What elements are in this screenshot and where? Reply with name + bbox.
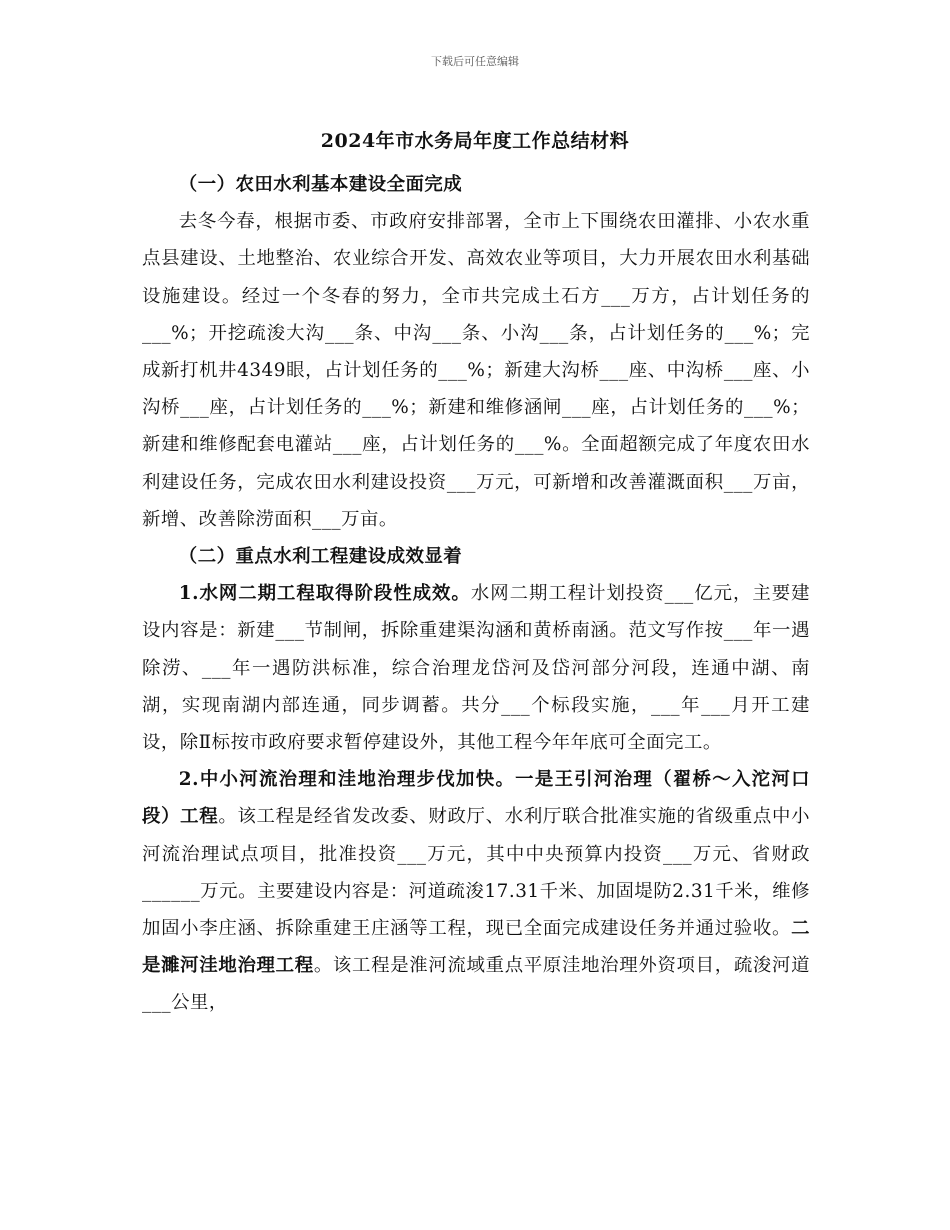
item2-lead: 2.中小河流治理和洼地治理步伐加快。 [178,769,516,791]
item1-lead: 1.水网二期工程取得阶段性成效。 [178,583,471,605]
item1-text: 水网二期工程计划投资___亿元，主要建设内容是：新建___节制闸，拆除重建渠沟涵和黄桥南涵。范文写作按___年一遇除涝、___年一遇防洪标准，综合治理龙岱河及岱河部分河段，连通中湖、南湖，实现南湖内部连通，同步调蓄。共分___个标段实施，___年___月开工建设，除Ⅱ标按市政府要求暂停建设外，其他工程今年年底可全面完工。 [142,583,811,754]
item2-sub2-text: 。该工程是淮河流域重点平原洼地治理外资项目，疏浚河道___公里， [142,955,810,1014]
header-note: 下载后可任意编辑 [431,55,519,68]
page-title: 2024年市水务局年度工作总结材料 [320,130,630,152]
paragraph-water-network [142,575,810,761]
item2-sub1-text: 。该工程是经省发改委、财政厅、水利厅联合批准实施的省级重点中小河流治理试点项目，批准投资___万元，其中中央预算内投资___万元、省财政______万元。主要建设内容是：河道疏浚17.31千米、加固堤防2.31千米，维修加固小李庄涵、拆除重建王庄涵等工程，现已全面完成建设任务并通过验收。 [142,806,810,940]
section-heading-2: （二）重点水利工程建设成效显着 [178,546,463,568]
paragraph-river-governance [142,761,810,1021]
item2-sub2-lead: 二是濉河洼地治理工程 [142,918,810,977]
section-heading-1: （一）农田水利基本建设全面完成 [178,174,463,195]
paragraph-farmland: 去冬今春，根据市委、市政府安排部署，全市上下围绕农田灌排、小农水重点县建设、土地整治、农业综合开发、高效农业等项目，大力开展农田水利基础设施建设。经过一个冬春的努力，全市共完成土石方___万方，占计划任务的___%；开挖疏浚大沟___条、中沟___条、小沟___条，占计划任务的___%；完成新打机井4349眼，占计划任务的___%；新建大沟桥___座、中沟桥___座、小沟桥___座，占计划任务的___%；新建和维修涵闸___座，占计划任务的___%；新建和维修配套电灌站___座，占计划任务的___%。全面超额完成了年度农田水利建设任务，完成农田水利建设投资___万元，可新增和改善灌溉面积___万亩，新增、改善除涝面积___万亩。 [142,211,810,530]
document-body [142,166,810,1022]
item2-sub1-lead: 一是王引河治理（翟桥～入沱河口段）工程 [142,769,810,828]
